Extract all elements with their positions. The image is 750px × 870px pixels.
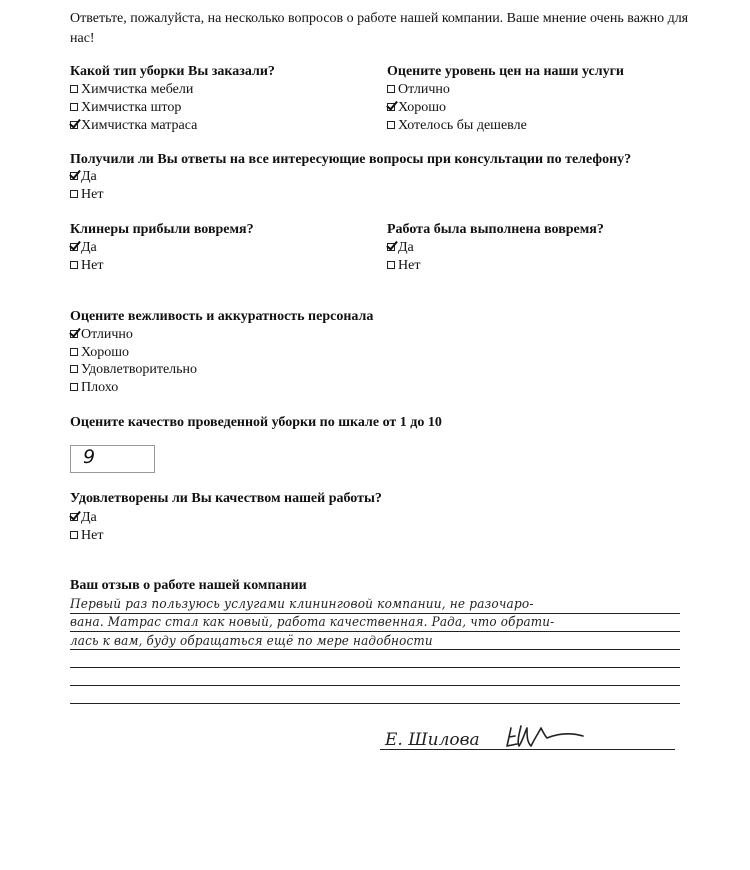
question-phone-consultation: Получили ли Вы ответы на все интересующие вопросы при консультации по телефону?: [70, 152, 632, 167]
checkbox[interactable]: [70, 243, 78, 251]
option-satisfied-no[interactable]: Нет: [70, 527, 103, 545]
option-phone-no[interactable]: Нет: [70, 186, 103, 204]
feedback-line-3: лась к вам, буду обращаться ещё по мере надобности: [70, 634, 433, 649]
question-price: Оцените уровень цен на наши услуги: [387, 64, 625, 79]
score-value: 9: [83, 446, 96, 468]
question-satisfied: Удовлетворены ли Вы качеством нашей работы?: [70, 491, 382, 506]
option-staff-excellent[interactable]: Отлично: [70, 326, 133, 344]
option-price-excellent[interactable]: Отлично: [387, 81, 450, 99]
intro-text: Ответьте, пожалуйста, на несколько вопросов о работе нашей компании. Ваше мнение очень важно для нас!: [70, 11, 689, 46]
checkbox[interactable]: [70, 85, 78, 93]
checkbox[interactable]: [387, 103, 395, 111]
option-staff-bad[interactable]: Плохо: [70, 379, 118, 397]
feedback-line-2: вана. Матрас стал как новый, работа качественная. Рада, что обрати-: [70, 615, 555, 630]
option-arrival-no[interactable]: Нет: [70, 257, 103, 275]
question-on-time: Работа была выполнена вовремя?: [387, 222, 604, 237]
option-price-good[interactable]: Хорошо: [387, 99, 446, 117]
option-curtains[interactable]: Химчистка штор: [70, 99, 181, 117]
option-price-cheaper[interactable]: Хотелось бы дешевле: [387, 117, 527, 135]
signature-line: [380, 749, 675, 750]
option-ontime-yes[interactable]: Да: [387, 239, 414, 257]
feedback-line-1: Первый раз пользуюсь услугами клининговой компании, не разочаро-: [70, 597, 534, 612]
option-arrival-yes[interactable]: Да: [70, 239, 97, 257]
checkbox[interactable]: [70, 383, 78, 391]
signature-name: Е. Шилова: [385, 730, 480, 750]
checkbox[interactable]: [70, 365, 78, 373]
checkbox[interactable]: [387, 243, 395, 251]
question-cleaning-type: Какой тип уборки Вы заказали?: [70, 64, 275, 79]
option-staff-good[interactable]: Хорошо: [70, 344, 129, 362]
checkbox[interactable]: [70, 348, 78, 356]
option-mattress[interactable]: Химчистка матраса: [70, 117, 197, 135]
checkbox[interactable]: [387, 121, 395, 129]
checkbox[interactable]: [387, 261, 395, 269]
checkbox[interactable]: [70, 121, 78, 129]
feedback-rule: [70, 649, 680, 650]
option-furniture[interactable]: Химчистка мебели: [70, 81, 193, 99]
question-staff-politeness: Оцените вежливость и аккуратность персонала: [70, 309, 374, 324]
option-ontime-no[interactable]: Нет: [387, 257, 420, 275]
checkbox[interactable]: [387, 85, 395, 93]
checkbox[interactable]: [70, 172, 78, 180]
feedback-rule: [70, 613, 680, 614]
feedback-title: Ваш отзыв о работе нашей компании: [70, 578, 307, 593]
option-staff-satisfactory[interactable]: Удовлетворительно: [70, 361, 197, 379]
question-quality-score: Оцените качество проведенной уборки по шкале от 1 до 10: [70, 415, 442, 430]
signature-scribble-icon: [505, 722, 585, 752]
checkbox[interactable]: [70, 103, 78, 111]
checkbox[interactable]: [70, 261, 78, 269]
feedback-rule: [70, 667, 680, 668]
checkbox[interactable]: [70, 330, 78, 338]
checkbox[interactable]: [70, 531, 78, 539]
checkbox[interactable]: [70, 513, 78, 521]
checkbox[interactable]: [70, 190, 78, 198]
option-phone-yes[interactable]: Да: [70, 168, 97, 186]
option-satisfied-yes[interactable]: Да: [70, 509, 97, 527]
feedback-rule: [70, 631, 680, 632]
feedback-rule: [70, 703, 680, 704]
feedback-rule: [70, 685, 680, 686]
question-arrival: Клинеры прибыли вовремя?: [70, 222, 254, 237]
